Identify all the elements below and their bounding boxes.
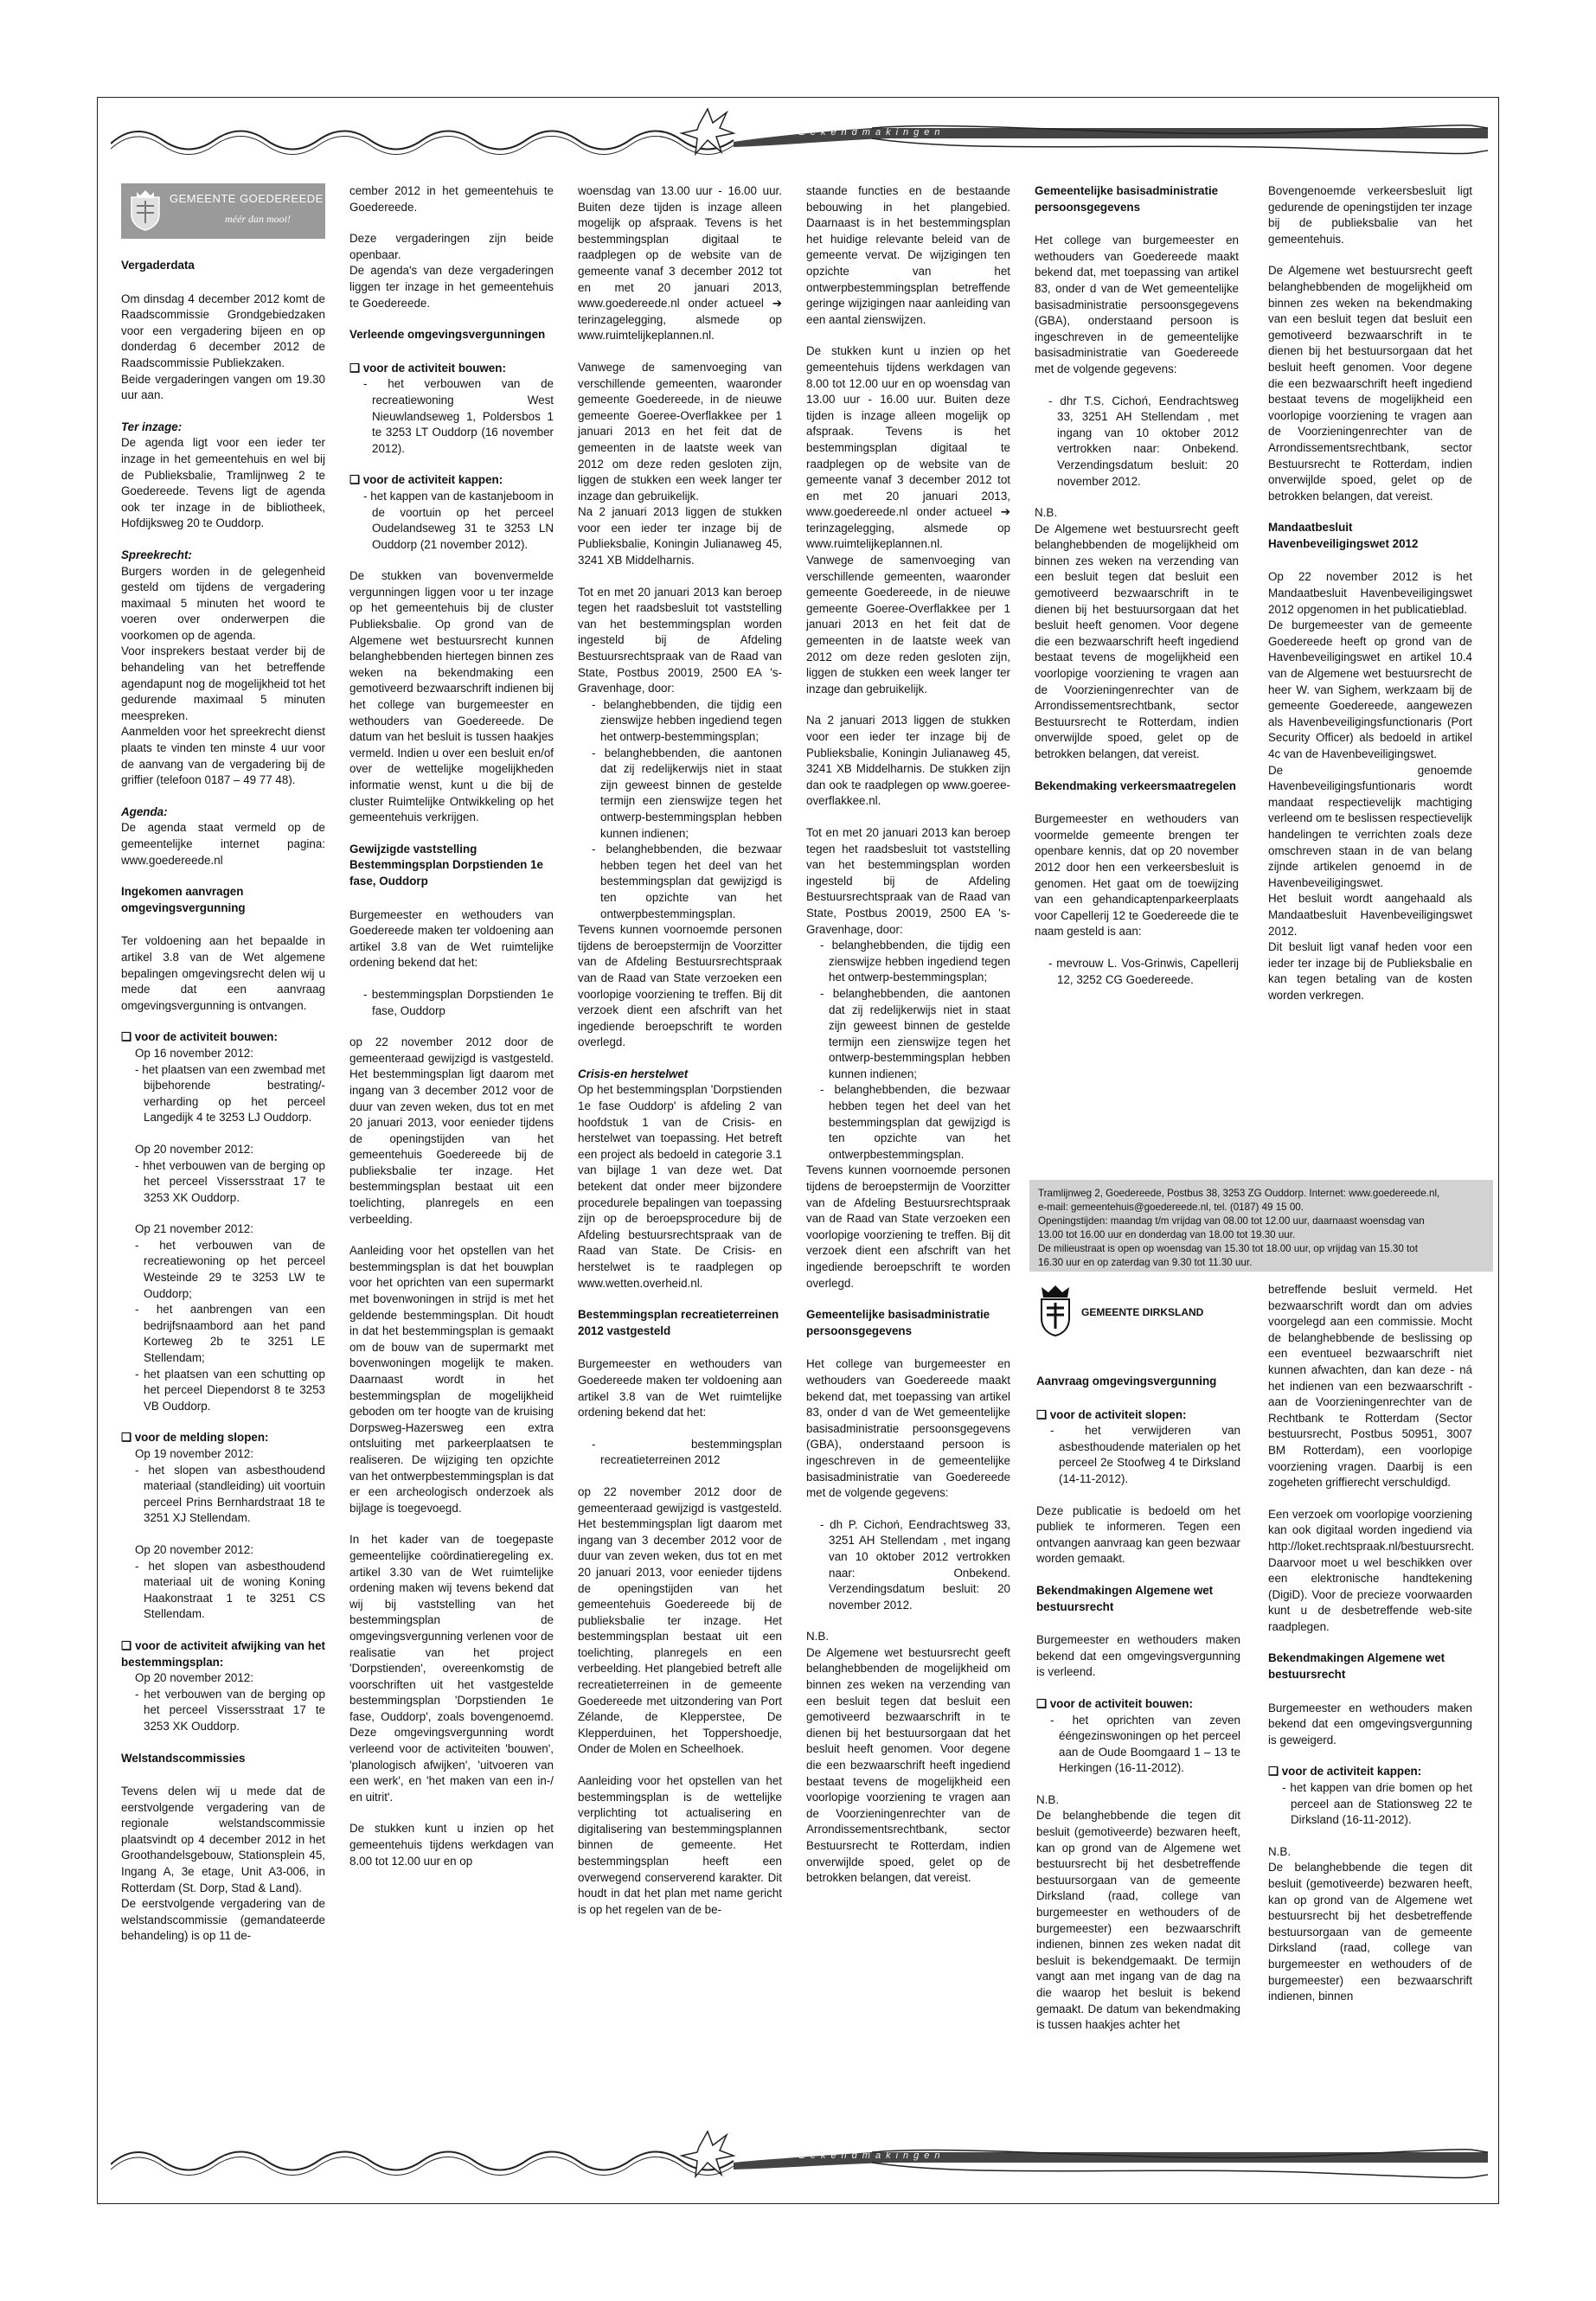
paragraph: Deze publicatie is bedoeld om het publiek te informeren. Tegen een ontvangen aanvraag kan geen bezwaar worden gemaakt. xyxy=(1036,1503,1240,1566)
date-label: Op 20 november 2012: xyxy=(135,1671,253,1685)
paragraph: Het college van burgemeester en wethouders van Goedereede maakt bekend dat, met toepassing van artikel 83, onder d van de Wet gemeentelijke basisadministratie persoonsgegevens (GBA), onderstaand persoon is ingeschreven in de gemeentelijke basisadministratie van Goedereede met de volgende gegevens: xyxy=(1035,234,1239,375)
paragraph: Burgemeester en wethouders maken bekend dat een omgevingsvergunning is geweigerd. xyxy=(1268,1701,1472,1747)
list-item: - belanghebbenden, die tijdig een zienswijze hebben ingediend tegen het ontwerp-bestemmingsplan; xyxy=(820,939,1010,984)
activity-heading: ❑ voor de activiteit afwijking van het bestemmingsplan: xyxy=(121,1638,325,1669)
contact-info-box xyxy=(1029,1180,1493,1272)
info-line: 13.00 tot 16.00 uur en donderdag van 18.00 tot 19.30 uur. xyxy=(1038,1229,1296,1240)
heading-spreekrecht: Spreekrecht: xyxy=(121,548,192,561)
paragraph: De Algemene wet bestuursrecht geeft belanghebbenden de mogelijkheid om binnen zes weken na verzending van een besluit tegen dat besluit een gemotiveerd bezwaarschrift in te dienen bij het bestuursorgaan dat het besluit heeft genomen. Voor degene die een bezwaarschrift heeft ingediend bestaat tevens de mogelijkheid een voorlopige voorziening te vragen aan de Voorzieningenrechter van de Arrondissementsrechtbank, sector Bestuursrecht te Rotterdam, indien onverwijlde spoed, gelet op de betrokken belangen, dat vereist. xyxy=(1035,522,1239,760)
paragraph: woensdag van 13.00 uur - 16.00 uur. Buiten deze tijden is inzage alleen mogelijk op afspraak. Tevens is het bestemmingsplan digitaal te raadplegen op de website van de gemeente vanaf 3 december 2012 tot en met 20 januari 2013, www.goedereede.nl onder actueel ➔ terinzagelegging, alsmede op www.ruimtelijkeplannen.nl. xyxy=(578,184,782,343)
list-item: - belanghebbenden, die aantonen dat zij redelijkerwijs niet in staat zijn geweest binnen de gestelde termijn een zienswijze tegen het ontwerp-bestemmingsplan hebben kunnen indienen; xyxy=(820,986,1010,1080)
date-label: Op 21 november 2012: xyxy=(135,1222,253,1236)
list-item: - belanghebbenden, die aantonen dat zij redelijkerwijs niet in staat zijn geweest binnen de gestelde termijn een zienswijze tegen het ontwerp-bestemmingsplan hebben kunnen indienen; xyxy=(592,746,782,840)
band-label-top: Bekendmakingen xyxy=(798,127,945,138)
list-item: - bestemmingsplan Dorpstienden 1e fase, Ouddorp xyxy=(363,987,554,1017)
activity-heading: ❑ voor de melding slopen: xyxy=(121,1431,269,1445)
paragraph: Een verzoek om voorlopige voorziening kan ook digitaal worden ingediend via http://loket.rechtspraak.nl/bestuursrecht. Daarvoor moet u wel beschikken over een elektronische handtekening (DigiD). Voor de precieze voorwaarden kunt u de desbetreffende web-site raadplegen. xyxy=(1268,1507,1475,1633)
list-item: - het verbouwen van de berging op het perceel Vissersstraat 17 te 3253 XK Ouddorp. xyxy=(135,1687,325,1733)
crest-icon xyxy=(128,189,163,232)
paragraph: Ter voldoening aan het bepaalde in artikel 3.8 van de Wet algemene bepalingen omgevingsrecht delen wij u mede dat een aanvraag omgevingsvergunning is ontvangen. xyxy=(121,934,325,1012)
paragraph: Tevens kunnen voornoemde personen tijdens de beroepstermijn de Voorzitter van de Afdeling Bestuursrechtspraak van de Raad van State verzoeken een voorlopige voorziening te treffen. Bij dit verzoek dient een afschrift van het ingediende beroepschrift te worden overlegd. xyxy=(578,923,782,1049)
heading-bekendmakingen: Bekendmakingen Algemene wet bestuursrecht xyxy=(1036,1583,1214,1613)
paragraph: Tevens delen wij u mede dat de eerstvolgende vergadering van de regionale welstandscommissie plaatsvindt op 4 december 2012 in het Groothandelsgebouw, Stationsplein 45, Ingang A, 3e etage, Unit A3-006, in Rotterdam (St. Dorp, Stad & Land). xyxy=(121,1785,325,1894)
goedereede-slogan: méér dan mooi! xyxy=(225,213,291,225)
nb-label: N.B. xyxy=(1268,1844,1292,1858)
list-item: - het slopen van asbesthoudend materiaal (standleiding) uit voortuin perceel Prins Bernhardstraat 18 te 3251 XJ Stellendam. xyxy=(135,1463,325,1525)
heading-ingekomen-aanvragen: Ingekomen aanvragen omgevingsvergunning xyxy=(121,885,246,914)
list-item: - het plaatsen van een schutting op het perceel Diependorst 8 te 3253 VB Ouddorp. xyxy=(135,1367,325,1413)
paragraph: Deze vergaderingen zijn beide openbaar. xyxy=(349,232,554,261)
activity-heading: ❑ voor de activiteit bouwen: xyxy=(1036,1696,1193,1710)
paragraph: Vanwege de samenvoeging van verschillende gemeenten, waaronder gemeente Goedereede, in de nieuwe gemeente Goeree-Overflakkee per 1 januari 2013 en het feit dat de gemeenten in de laatste week van 2012 om deze reden gesloten zijn, liggen de stukken een week langer ter inzage dan gebruikelijk. xyxy=(578,360,782,503)
nb-label: N.B. xyxy=(1035,506,1058,520)
list-item: - bestemmingsplan recreatieterreinen 2012 xyxy=(592,1437,782,1467)
activity-heading: ❑ voor de activiteit bouwen: xyxy=(121,1030,278,1044)
heading-ter-inzage: Ter inzage: xyxy=(121,420,183,433)
list-item: - het verwijderen van asbesthoudende materialen op het perceel 2e Stoofweg 4 te Dirksland (14-11-2012). xyxy=(1050,1424,1240,1485)
paragraph: In het kader van de toegepaste gemeentelijke coördinatieregeling ex. artikel 3.30 van de Wet ruimtelijke ordening maken wij tevens bekend dat wij bij vaststelling van het bestemmingsplan de omgevingsvergunning verlenen voor de realisatie van het project 'Dorpstienden', overeenkomstig de voorschriften uit het vastgestelde bestemmingsplan 'Dorpstienden 1e fase, Ouddorp', zoals bovengenoemd. Deze omgevingsvergunning wordt verleend voor de activiteiten 'bouwen', 'planologisch afwijken', 'uitvoeren van een werk', en 'het maken van een in-/ en uitrit'. xyxy=(349,1533,554,1804)
info-line: 16.30 uur en op zaterdag van 9.30 tot 11.30 uur. xyxy=(1038,1257,1253,1268)
list-item: - belanghebbenden, die tijdig een zienswijze hebben ingediend tegen het ontwerp-bestemmingsplan; xyxy=(592,697,782,743)
paragraph: De stukken kunt u inzien op het gemeentehuis tijdens werkdagen van 8.00 tot 12.00 uur en op woensdag van 13.00 uur - 16.00 uur. Buiten deze tijden is inzage alleen mogelijk op afspraak. Tevens is het bestemmingsplan digitaal te raadplegen op de website van de gemeente vanaf 3 december 2012 tot en met 20 januari 2013, www.goedereede.nl onder actueel ➔ terinzagelegging, alsmede op www.ruimtelijkeplannen.nl. xyxy=(806,344,1010,551)
info-line: Tramlijnweg 2, Goedereede, Postbus 38, 3253 ZG Ouddorp. Internet: www.goedereede.nl, xyxy=(1038,1188,1440,1199)
paragraph: Tot en met 20 januari 2013 kan beroep tegen het raadsbesluit tot vaststelling van het bestemmingsplan worden ingesteld bij de Afdeling Bestuursrechtspraak van de Raad van State, Postbus 20019, 2500 EA 's-Gravenhage, door: xyxy=(806,825,1010,936)
activity-heading: ❑ voor de activiteit bouwen: xyxy=(349,361,506,375)
goedereede-name: GEMEENTE GOEDEREEDE xyxy=(170,192,324,205)
paragraph: De stukken kunt u inzien op het gemeentehuis tijdens werkdagen van 8.00 tot 12.00 uur en op xyxy=(349,1822,554,1868)
paragraph: De genoemde Havenbeveiligingsfuntionaris wordt mandaat respectievelijk machtiging verleend om te beslissen respectievelijk handelingen te verrichten zoals deze omschreven staan in de van belang zijnde artikelen genoemd in de Havenbeveiligingswet. xyxy=(1268,763,1472,889)
list-item: - het verbouwen van de recreatiewoning op het perceel Westeinde 29 te 3253 LW te Ouddorp; xyxy=(135,1238,325,1300)
nb-label: N.B. xyxy=(806,1630,830,1644)
list-item: - het plaatsen van een zwembad met bijbehorende bestrating/-verharding op het perceel Langedijk 4 te 3253 LJ Ouddorp. xyxy=(135,1062,325,1125)
paragraph: Na 2 januari 2013 liggen de stukken voor een ieder ter inzage bij de Publieksbalie, Koningin Julianaweg 45, 3241 XB Middelharnis. xyxy=(578,505,782,567)
paragraph: staande functies en de bestaande bebouwing in het plangebied. Daarnaast is in het bestemmingsplan het huidige relevante beleid van de gemeente vervat. De wijzigingen ten opzichte van het ontwerpbestemmingsplan betreffende geringe wijzigingen naar aanleiding van een aantal zienswijzen. xyxy=(806,184,1010,326)
heading-crisis-herstelwet: Crisis-en herstelwet xyxy=(578,1067,689,1080)
goedereede-logo xyxy=(121,183,325,239)
date-label: Op 16 november 2012: xyxy=(135,1046,253,1060)
paragraph: betreffende besluit vermeld. Het bezwaarschrift wordt dan om advies voorgelegd aan een commissie. Mocht de belanghebbende de beslissing op een eventueel bezwaarschrift niet kunnen afwachten, dan kan deze - ná het indienen van een bezwaarschrift - aan de Voorzieningenrechter van de Rechtbank te Rotterdam (Sector bestuursrecht, Postbus 50951, 3007 BM Rotterdam), een voorlopige voorziening vragen. Daarbij is een zogeheten griffierecht verschuldigd. xyxy=(1268,1283,1472,1490)
info-line: e-mail: gemeentehuis@goedereede.nl, tel. (0187) 49 15 00. xyxy=(1038,1202,1304,1213)
column-1 xyxy=(121,258,325,1960)
list-item: - het oprichten van zeven ééngezinswoningen op het perceel aan de Oude Boomgaard 1 – 13 te Herkingen (16-11-2012). xyxy=(1050,1713,1240,1775)
heading-gewijzigde-vaststelling: Gewijzigde vaststelling Bestemmingsplan Dorpstienden 1e fase, Ouddorp xyxy=(349,842,543,888)
date-label: Op 20 november 2012: xyxy=(135,1142,253,1156)
paragraph: De Algemene wet bestuursrecht geeft belanghebbenden de mogelijkheid om binnen zes weken na bekendmaking van een besluit tegen dat besluit een gemotiveerd bezwaarschrift in te dienen bij het bestuursorgaan dat het besluit heeft genomen. Voor degene die een bezwaarschrift heeft ingediend bestaat tevens de mogelijkheid een voorlopige voorziening te vragen aan de Voorzieningenrechter van de Arrondissementsrechtbank, sector Bestuursrecht te Rotterdam, indien onverwijlde spoed, gelet op de betrokken belangen, dat vereist. xyxy=(1268,264,1472,503)
paragraph: cember 2012 in het gemeentehuis te Goedereede. xyxy=(349,184,554,214)
paragraph: De Algemene wet bestuursrecht geeft belanghebbenden de mogelijkheid om binnen zes weken na verzending van een besluit tegen dat besluit een gemotiveerd bezwaarschrift in te dienen bij het bestuursorgaan dat het besluit heeft genomen. Voor degene die een bezwaarschrift heeft ingediend bestaat tevens de mogelijkheid een voorlopige voorziening te vragen aan de Voorzieningenrechter van de Arrondissementsrechtbank, sector Bestuursrecht te Rotterdam, indien onverwijlde spoed, gelet op de betrokken belangen, dat vereist. xyxy=(806,1645,1010,1885)
list-item: - belanghebbenden, die bezwaar hebben tegen het deel van het bestemmingsplan dat gewijzigd is ten opzichte van het ontwerpbestemmingsplan. xyxy=(592,843,782,920)
paragraph: De belanghebbende die tegen dit besluit (gemotiveerde) bezwaren heeft, kan op grond van de Algemene wet bestuursrecht bij het desbetreffende bestuursorgaan van de gemeente Dirksland (raad, college van burgemeester en wethouders of de burgemeester) een bezwaarschrift indienen, binnen zes weken nadat dit besluit is bekendgemaakt. De termijn vangt aan met ingang van de dag na die waarop het besluit is bekend gemaakt. De datum van bekendmaking is tussen haakjes achter het xyxy=(1036,1809,1240,2032)
heading-bekendmakingen: Bekendmakingen Algemene wet bestuursrecht xyxy=(1268,1651,1445,1682)
paragraph: Dit besluit ligt vanaf heden voor een ieder ter inzage bij de Publieksbalie en kan tegen betaling van de kosten worden verkregen. xyxy=(1268,940,1472,1002)
paragraph: De eerstvolgende vergadering van de welstandscommissie (gemandateerde behandeling) is op 11 de- xyxy=(121,1897,325,1943)
list-item: - dhr T.S. Cichoń, Eendrachtsweg 33, 3251 AH Stellendam , met ingang van 10 oktober 2012 vertrokken naar: Onbekend. Verzendingsdatum besluit: 20 november 2012. xyxy=(1048,394,1239,488)
date-label: Op 19 november 2012: xyxy=(135,1447,253,1460)
column-6 xyxy=(1268,183,1472,1020)
heading-gba: Gemeentelijke basisadministratie persoonsgegevens xyxy=(1035,184,1219,214)
column-2 xyxy=(349,183,554,1885)
paragraph: De belanghebbende die tegen dit besluit (gemotiveerde) bezwaren heeft, kan op grond van de Algemene wet bestuursrecht bij het desbetreffende bestuursorgaan van de gemeente Dirksland (raad, college van burgemeester en wethouders of de burgemeester) een bezwaarschrift indienen, binnen xyxy=(1268,1861,1472,2003)
heading-gba: Gemeentelijke basisadministratie persoonsgegevens xyxy=(806,1308,990,1337)
activity-heading: ❑ voor de activiteit kappen: xyxy=(1268,1765,1422,1779)
paragraph: Het besluit wordt aangehaald als Mandaatbesluit Havenbeveiligingswet 2012. xyxy=(1268,892,1472,938)
list-item: - het kappen van de kastanjeboom in de voortuin op het perceel Oudelandseweg 31 te 3253 LN Ouddorp (21 november 2012). xyxy=(363,489,554,551)
paragraph: De stukken van bovenvermelde vergunningen liggen voor u ter inzage op het gemeentehuis bij de cluster Publieksbalie. Op grond van de Algemene wet bestuursrecht kunnen belanghebbenden hiertegen binnen zes weken na bekendmaking een gemotiveerd bezwaarschrift indienen bij het college van burgemeester en wethouders van Goedereede. De datum van het besluit is tussen haakjes vermeld. Indien u over een besluit en/of over de wettelijke mogelijkheden informatie wenst, kunt u die bij de cluster Ruimtelijke Ontwikkeling op het gemeentehuis verkrijgen. xyxy=(349,569,554,824)
heading-aanvraag: Aanvraag omgevingsvergunning xyxy=(1036,1375,1217,1388)
paragraph: Aanmelden voor het spreekrecht dienst plaats te vinden ten minste 4 uur voor de aanvang van de vergadering bij de griffier (telefoon 0187 – 49 77 48). xyxy=(121,725,325,787)
paragraph: Tevens kunnen voornoemde personen tijdens de beroepstermijn de Voorzitter van de Afdeling Bestuursrechtspraak van de Raad van State verzoeken een voorlopige voorziening te treffen. Bij dit verzoek dient een afschrift van het ingediende beroepschrift te worden overlegd. xyxy=(806,1163,1010,1290)
paragraph: op 22 november 2012 door de gemeenteraad gewijzigd is vastgesteld. Het bestemmingsplan ligt daarom met ingang van 3 december 2012 voor de duur van zeven weken, dus tot en met 20 januari 2013, voor eenieder tijdens de openingstijden van het gemeentehuis Goedereede bij de publieksbalie ter inzage. Het bestemmingsplan bestaat uit een toelichting, planregels en een verbeelding. xyxy=(349,1035,554,1226)
list-item: - dh P. Cichoń, Eendrachtsweg 33, 3251 AH Stellendam , met ingang van 10 oktober 2012 vertrokken naar: Onbekend. Verzendingsdatum besluit: 20 november 2012. xyxy=(820,1517,1010,1612)
list-item: - het aanbrengen van een bedrijfsnaambord aan het pand Korteweg 2b te 3251 LE Stellendam; xyxy=(135,1303,325,1365)
paragraph: De agenda staat vermeld op de gemeentelijke internet pagina: www.goedereede.nl xyxy=(121,821,325,867)
activity-heading: ❑ voor de activiteit slopen: xyxy=(1036,1407,1187,1421)
column-3 xyxy=(578,183,782,1933)
date-label: Op 20 november 2012: xyxy=(135,1542,253,1556)
paragraph: op 22 november 2012 door de gemeenteraad gewijzigd is vastgesteld. Het bestemmingsplan ligt daarom met ingang van 3 december 2012 voor de duur van zeven weken, dus tot en met 20 januari 2013, voor eenieder tijdens de openingstijden van het gemeentehuis Goedereede bij de publieksbalie ter inzage. Het bestemmingsplan bestaat uit een toelichting, planregels en een verbeelding. Het plangebied betreft alle recreatieterreinen in de gemeente Goedereede met uitzondering van Port Zélande, de Klepperstee, De Klepperduinen, het Toppershoedje, Onder de Molen en Scheelhoek. xyxy=(578,1484,782,1756)
paragraph: Burgemeester en wethouders van voormelde gemeente brengen ter openbare kennis, dat op 20 november 2012 door hen een verkeersbesluit is genomen. Het gaat om de toewijzing van een gehandicaptenparkeerplaats voor Capellerij 12 te Goedereede die te naam gesteld is aan: xyxy=(1035,812,1239,939)
heading-vergaderdata: Vergaderdata xyxy=(121,259,195,272)
paragraph: Voor insprekers bestaat verder bij de behandeling van het betreffende agendapunt nog de mogelijkheid tot het gedurende maximaal 5 minuten meespreken. xyxy=(121,644,325,722)
nb-label: N.B. xyxy=(1036,1792,1060,1806)
list-item: - het kappen van drie bomen op het perceel aan de Stationsweg 22 te Dirksland (16-11-2012). xyxy=(1282,1781,1472,1827)
column-4 xyxy=(806,183,1010,1902)
paragraph: De agenda's van deze vergaderingen liggen ter inzage in het gemeentehuis te Goedereede. xyxy=(349,264,554,310)
paragraph: Om dinsdag 4 december 2012 komt de Raadscommissie Grondgebiedzaken voor een vergadering bijeen en op donderdag 6 december 2012 de Raadscommissie Publiekzaken. xyxy=(121,292,325,369)
list-item: - hhet verbouwen van de berging op het perceel Vissersstraat 17 te 3253 XK Ouddorp. xyxy=(135,1158,325,1204)
paragraph: Burgemeester en wethouders maken bekend dat een omgevingsvergunning is verleend. xyxy=(1036,1633,1240,1679)
paragraph: Op 22 november 2012 is het Mandaatbesluit Havenbeveiligingswet 2012 opgenomen in het publicatieblad. xyxy=(1268,570,1472,616)
dirksland-logo xyxy=(1036,1282,1244,1344)
heading-verkeersmaatregelen: Bekendmaking verkeersmaatregelen xyxy=(1035,779,1236,792)
paragraph: Tot en met 20 januari 2013 kan beroep tegen het raadsbesluit tot vaststelling van het bestemmingsplan worden ingesteld bij de Afdeling Bestuursrechtspraak van de Raad van State, Postbus 20019, 2500 EA 's-Gravenhage, door: xyxy=(578,585,782,695)
dirksland-name: GEMEENTE DIRKSLAND xyxy=(1081,1306,1204,1318)
column-8 xyxy=(1268,1282,1475,2021)
paragraph: Bovengenoemde verkeersbesluit ligt gedurende de openingstijden ter inzage bij de publieksbalie van het gemeentehuis. xyxy=(1268,184,1472,246)
paragraph: Beide vergaderingen vangen om 19.30 uur aan. xyxy=(121,372,325,402)
paragraph: Vanwege de samenvoeging van verschillende gemeenten, waaronder gemeente Goedereede, in de nieuwe gemeente Goeree-Overflakkee per 1 januari 2013 en het feit dat de gemeenten in de laatste week van 2012 om deze reden gesloten zijn, liggen de stukken een week langer ter inzage dan gebruikelijk. xyxy=(806,554,1010,695)
paragraph: Burgemeester en wethouders van Goedereede maken ter voldoening aan artikel 3.8 van de Wet ruimtelijke ordening bekend dat het: xyxy=(349,907,554,970)
paragraph: Aanleiding voor het opstellen van het bestemmingsplan is de wettelijke verplichting tot actualisering en digitalisering van bestemmingsplannen binnen de gemeente. Het bestemmingsplan heeft een overwegend conserverend karakter. Dit houdt in dat het plan met name gericht is op het regelen van de be- xyxy=(578,1774,782,1916)
paragraph: Burgemeester en wethouders van Goedereede maken ter voldoening aan artikel 3.8 van de Wet ruimtelijke ordening bekend dat het: xyxy=(578,1357,782,1420)
heading-agenda: Agenda: xyxy=(121,804,168,818)
paragraph: Na 2 januari 2013 liggen de stukken voor een ieder ter inzage bij de Publieksbalie, Koningin Julianaweg 45, 3241 XB Middelharnis. De stukken zijn dan ook te raadplegen op www.goeree-overflakkee.nl. xyxy=(806,714,1010,808)
column-5 xyxy=(1035,183,1239,988)
paragraph: Aanleiding voor het opstellen van het bestemmingsplan is dat het bouwplan voor het oprichten van een supermarkt met bovenwoningen in strijd is met het geldende bestemmingsplan. Dit houdt in dat het bestemmingsplan is gemaakt om de bouw van de supermarkt met bovenwoningen mogelijk te maken. Daarnaast wordt in het bestemmingsplan de mogelijkheid geboden om ter hoogte van de kruising Dorpsweg-Hazersweg een extra ontsluiting met parkeerplaatsen te realiseren. De wijziging ten opzichte van het ontwerpbestemmingsplan is dat er een archeologisch onderzoek als bijlage is toegevoegd. xyxy=(349,1244,554,1515)
paragraph: De agenda ligt voor een ieder ter inzage in het gemeentehuis en wel bij de Publieksbalie, Tramlijnweg 2 te Goedereede. Tevens ligt de agenda ook ter inzage in de bibliotheek, Hofdijksweg 20 te Ouddorp. xyxy=(121,436,325,530)
info-line: Openingstijden: maandag t/m vrijdag van 08.00 tot 12.00 uur, daarnaast woensdag van xyxy=(1038,1215,1425,1227)
paragraph: Het college van burgemeester en wethouders van Goedereede maakt bekend dat, met toepassing van artikel 83, onder d van de Wet gemeentelijke basisadministratie persoonsgegevens (GBA), onderstaand persoon is ingeschreven in de gemeentelijke basisadministratie van Goedereede met de volgende gegevens: xyxy=(806,1357,1010,1500)
paragraph: Burgers worden in de gelegenheid gesteld om tijdens de vergadering maximaal 5 minuten het woord te voeren over onderwerpen die voorkomen op de agenda. xyxy=(121,564,325,642)
dirksland-crest-icon xyxy=(1036,1282,1074,1339)
list-item: - het verbouwen van de recreatiewoning West Nieuwlandseweg 1, Poldersbos 1 te 3253 LT Ouddorp (16 november 2012). xyxy=(363,377,554,455)
info-line: De milieustraat is open op woensdag van 15.30 tot 18.00 uur, op vrijdag van 15.30 tot xyxy=(1038,1243,1418,1254)
list-item: - het slopen van asbesthoudend materiaal uit de woning Koning Haakonstraat 1 te 3251 CS Stellendam. xyxy=(135,1559,325,1621)
activity-heading: ❑ voor de activiteit kappen: xyxy=(349,473,503,487)
column-7 xyxy=(1036,1374,1240,2049)
heading-recreatieterreinen: Bestemmingsplan recreatieterreinen 2012 vastgesteld xyxy=(578,1308,779,1337)
band-label-bottom: Bekendmakingen xyxy=(798,2150,945,2161)
heading-verleende: Verleende omgevingsvergunningen xyxy=(349,328,546,342)
heading-welstandscommissies: Welstandscommissies xyxy=(121,1751,246,1765)
paragraph: Op het bestemmingsplan 'Dorpstienden 1e fase Ouddorp' is afdeling 2 van hoofdstuk 1 van de Crisis- en herstelwet van toepassing. Het betreft een project als bedoeld in categorie 3.1 van bijlage 1 van deze wet. Dat betekent dat onder meer bijzondere procedurele bepalingen van toepassing zijn op de beroepsprocedure bij de Afdeling bestuursrechtspraak van de Raad van State. De Crisis- en herstelwet is te raadplegen op www.wetten.overheid.nl. xyxy=(578,1083,782,1290)
paragraph: De burgemeester van de gemeente Goedereede heeft op grond van de Havenbeveiligingswet en artikel 10.4 van de Algemene wet bestuursrecht de heer W. van Sighem, werkzaam bij de gemeente Goedereede, aangewezen als Havenbeveiligingsfunctionaris (Port Security Officer) als bedoeld in artikel 4c van de Havenbeveiligingswet. xyxy=(1268,619,1472,760)
heading-havenbeveiligingswet: Mandaatbesluit Havenbeveiligingswet 2012 xyxy=(1268,521,1419,550)
list-item: - belanghebbenden, die bezwaar hebben tegen het deel van het bestemmingsplan dat gewijzigd is ten opzichte van het ontwerpbestemmingsplan. xyxy=(820,1083,1010,1161)
list-item: - mevrouw L. Vos-Grinwis, Capellerij 12, 3252 CG Goedereede. xyxy=(1048,956,1239,986)
